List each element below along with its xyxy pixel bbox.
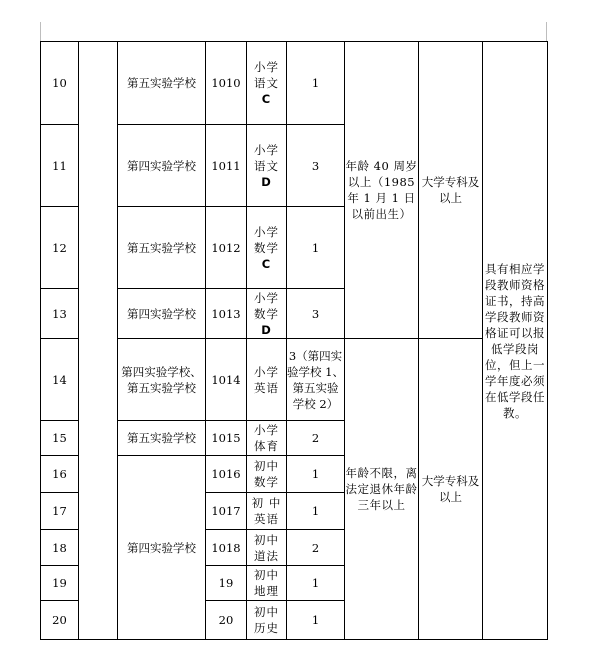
code-cell: 1010	[206, 42, 247, 125]
school-cell: 第五实验学校	[118, 207, 206, 289]
school-cell: 第五实验学校	[118, 421, 206, 456]
recruitment-table	[40, 41, 548, 640]
count-cell: 1	[287, 207, 345, 289]
subject-cell: 小学 数学 D	[247, 289, 287, 339]
table-row	[41, 339, 548, 421]
seq-cell: 17	[41, 493, 79, 530]
code-cell: 1013	[206, 289, 247, 339]
school-cell: 第四实验学校	[118, 289, 206, 339]
subject-cell: 小学 数学 C	[247, 207, 287, 289]
subject-cell: 初中 历史	[247, 601, 287, 640]
seq-cell: 16	[41, 456, 79, 493]
school-cell: 第四实验学校、第五实验学校	[118, 339, 206, 421]
count-cell: 1	[287, 566, 345, 601]
count-cell: 1	[287, 493, 345, 530]
subject-cell: 小学 语文 C	[247, 42, 287, 125]
code-cell: 1014	[206, 339, 247, 421]
subject-cell: 初中 数学	[247, 456, 287, 493]
count-cell: 3	[287, 125, 345, 207]
subject-cell: 初 中 英语	[247, 493, 287, 530]
subject-cell: 小学 英语	[247, 339, 287, 421]
crop-mark-right	[546, 22, 547, 41]
crop-mark-left	[40, 22, 41, 41]
seq-cell: 12	[41, 207, 79, 289]
seq-cell: 20	[41, 601, 79, 640]
table-row	[41, 42, 548, 125]
seq-cell: 13	[41, 289, 79, 339]
code-cell: 1012	[206, 207, 247, 289]
seq-cell: 10	[41, 42, 79, 125]
code-cell: 1018	[206, 530, 247, 566]
code-cell: 1017	[206, 493, 247, 530]
code-cell: 1016	[206, 456, 247, 493]
school-cell: 第四实验学校	[118, 456, 206, 640]
subject-cell: 初中 地理	[247, 566, 287, 601]
subject-cell: 小学 体育	[247, 421, 287, 456]
other-requirement: 具有相应学段教师资格证书，持高学段教师资格证可以报低学段岗位，但上一学年度必须在低学段任教。	[483, 42, 548, 640]
education-b: 大学专科及以上	[419, 339, 483, 640]
school-cell: 第五实验学校	[118, 42, 206, 125]
subject-cell: 初中 道法	[247, 530, 287, 566]
education-a: 大学专科及以上	[419, 42, 483, 339]
count-cell: 2	[287, 530, 345, 566]
count-cell: 3	[287, 289, 345, 339]
seq-cell: 19	[41, 566, 79, 601]
seq-cell: 18	[41, 530, 79, 566]
seq-cell: 14	[41, 339, 79, 421]
subject-cell: 小学 语文 D	[247, 125, 287, 207]
count-cell: 1	[287, 456, 345, 493]
age-requirement-a: 年龄 40 周岁以上（1985 年 1 月 1 日以前出生）	[345, 42, 419, 339]
code-cell: 19	[206, 566, 247, 601]
count-cell: 1	[287, 42, 345, 125]
blank-column	[79, 42, 118, 640]
count-cell: 1	[287, 601, 345, 640]
code-cell: 1015	[206, 421, 247, 456]
count-cell: 2	[287, 421, 345, 456]
count-cell: 3（第四实验学校 1、第五实验学校 2）	[287, 339, 345, 421]
code-cell: 1011	[206, 125, 247, 207]
seq-cell: 15	[41, 421, 79, 456]
school-cell: 第四实验学校	[118, 125, 206, 207]
age-requirement-b: 年龄不限，离法定退休年龄三年以上	[345, 339, 419, 640]
code-cell: 20	[206, 601, 247, 640]
seq-cell: 11	[41, 125, 79, 207]
